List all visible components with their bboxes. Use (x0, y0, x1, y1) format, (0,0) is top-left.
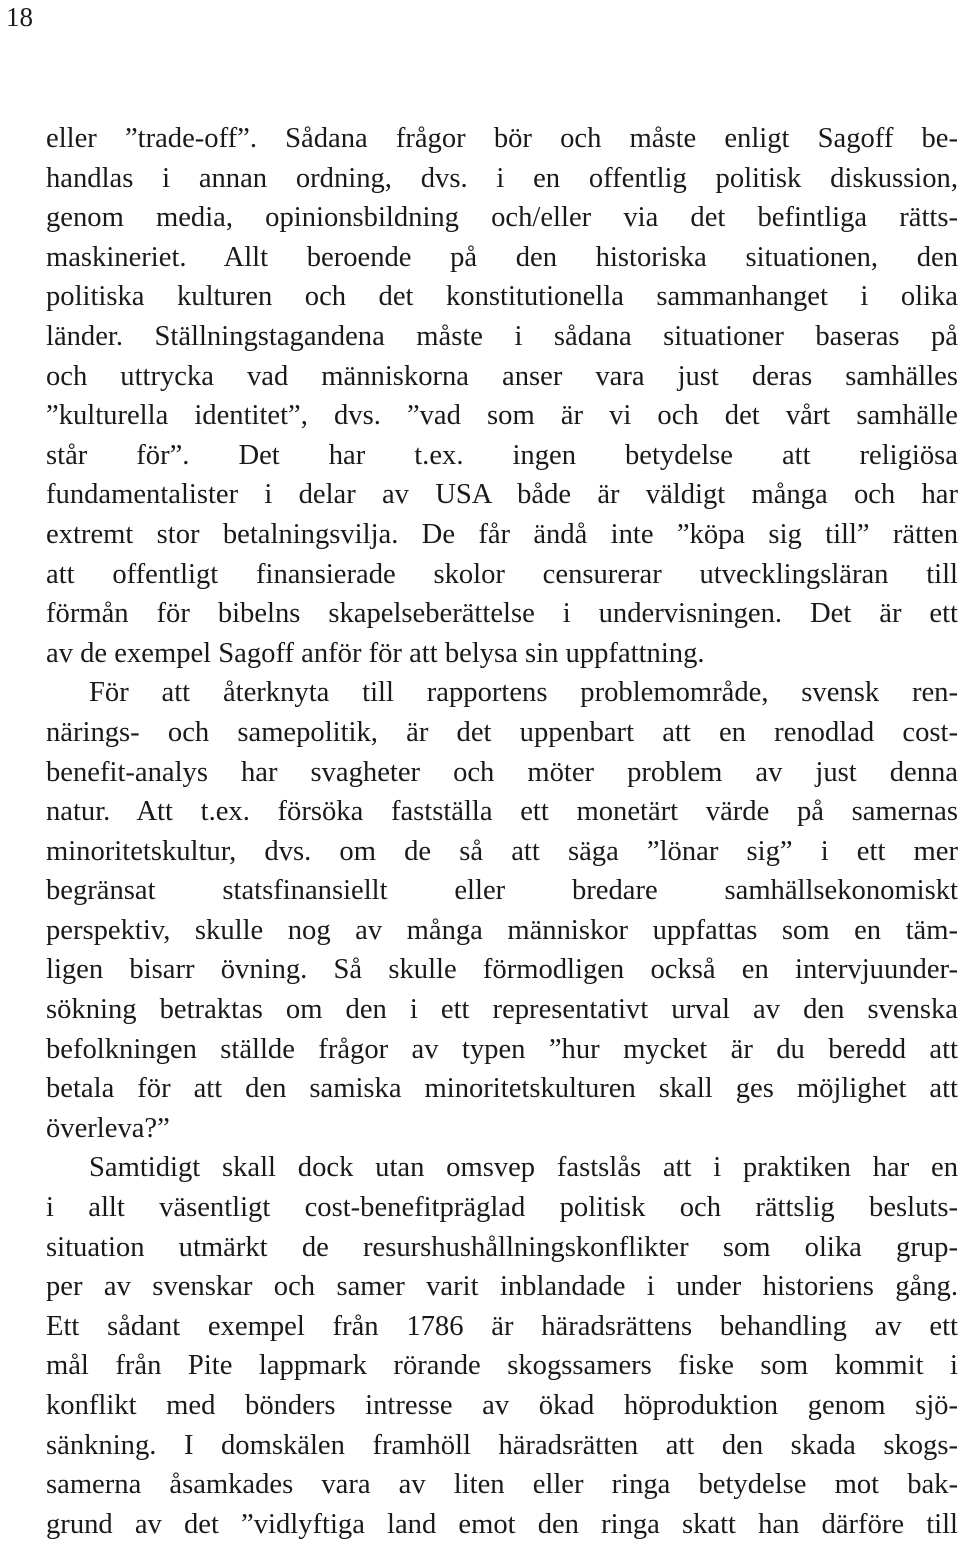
text-line: samerna åsamkades vara av liten eller ringa betydelse mot bak- (46, 1469, 958, 1501)
text-line: konflikt med bönders intresse av ökad höproduktion genom sjö- (46, 1390, 958, 1421)
text-line: betala för att den samiska minoritetskulturen skall ges möjlighet att (46, 1073, 958, 1105)
body-text (46, 119, 958, 1544)
text-line: eller ”trade-off”. Sådana frågor bör och måste enligt Sagoff be- (46, 123, 958, 154)
text-line: fundamentalister i delar av USA både är väldigt många och har (46, 479, 958, 511)
text-line: förmån för bibelns skapelseberättelse i undervisningen. Det är ett (46, 598, 958, 630)
text-line: sänkning. I domskälen framhöll häradsrätten att den skada skogs- (46, 1429, 958, 1461)
text-line: Ett sådant exempel från 1786 är häradsrättens behandling av ett (46, 1310, 958, 1342)
text-line: benefit-analys har svagheter och möter problem av just denna (46, 756, 958, 788)
text-line: genom media, opinionsbildning och/eller via det befintliga rätts- (46, 202, 958, 234)
text-line: ligen bisarr övning. Så skulle förmodligen också en intervjuunder- (46, 954, 958, 986)
text-line: närings- och samepolitik, är det uppenbart att en renodlad cost- (46, 716, 958, 748)
text-line: i allt väsentligt cost-benefitpräglad politisk och rättslig besluts- (46, 1192, 958, 1224)
text-line: handlas i annan ordning, dvs. i en offentlig politisk diskussion, (46, 162, 958, 194)
text-line: grund av det ”vidlyftiga land emot den ringa skatt han därföre till (46, 1508, 958, 1540)
text-line: Samtidigt skall dock utan omsvep fastslås att i praktiken har en (89, 1152, 958, 1184)
text-line: mål från Pite lappmark rörande skogssamers fiske som kommit i (46, 1350, 958, 1382)
text-line: står för”. Det har t.ex. ingen betydelse att religiösa (46, 439, 958, 471)
text-line: befolkningen ställde frågor av typen ”hur mycket är du beredd att (46, 1033, 958, 1065)
text-line: situation utmärkt de resurshushållningskonflikter som olika grup- (46, 1231, 958, 1263)
text-line: extremt stor betalningsvilja. De får ändå inte ”köpa sig till” rätten (46, 518, 958, 550)
page-number: 18 (6, 2, 33, 32)
text-line: per av svenskar och samer varit inblandade i under historiens gång. (46, 1271, 958, 1303)
text-line: överleva?” (46, 1112, 170, 1144)
text-line: länder. Ställningstagandena måste i sådana situationer baseras på (46, 320, 958, 352)
text-line: minoritetskultur, dvs. om de så att säga ”lönar sig” i ett mer (46, 835, 958, 867)
text-line: maskineriet. Allt beroende på den historiska situationen, den (46, 241, 958, 273)
text-line: politiska kulturen och det konstitutionella sammanhanget i olika (46, 281, 958, 313)
text-line: perspektiv, skulle nog av många människor uppfattas som en täm- (46, 914, 958, 946)
text-line: För att återknyta till rapportens problemområde, svensk ren- (89, 677, 958, 709)
text-line: natur. Att t.ex. försöka fastställa ett monetärt värde på samernas (46, 796, 958, 828)
text-line: ”kulturella identitet”, dvs. ”vad som är vi och det vårt samhälle (46, 400, 958, 432)
text-line: sökning betraktas om den i ett representativt urval av den svenska (46, 994, 958, 1026)
text-line: begränsat statsfinansiellt eller bredare samhällsekonomiskt (46, 875, 958, 907)
text-line: och uttrycka vad människorna anser vara just deras samhälles (46, 360, 958, 392)
text-line: att offentligt finansierade skolor censurerar utvecklingsläran till (46, 558, 958, 590)
text-line: av de exempel Sagoff anför för att belysa sin uppfattning. (46, 637, 705, 669)
